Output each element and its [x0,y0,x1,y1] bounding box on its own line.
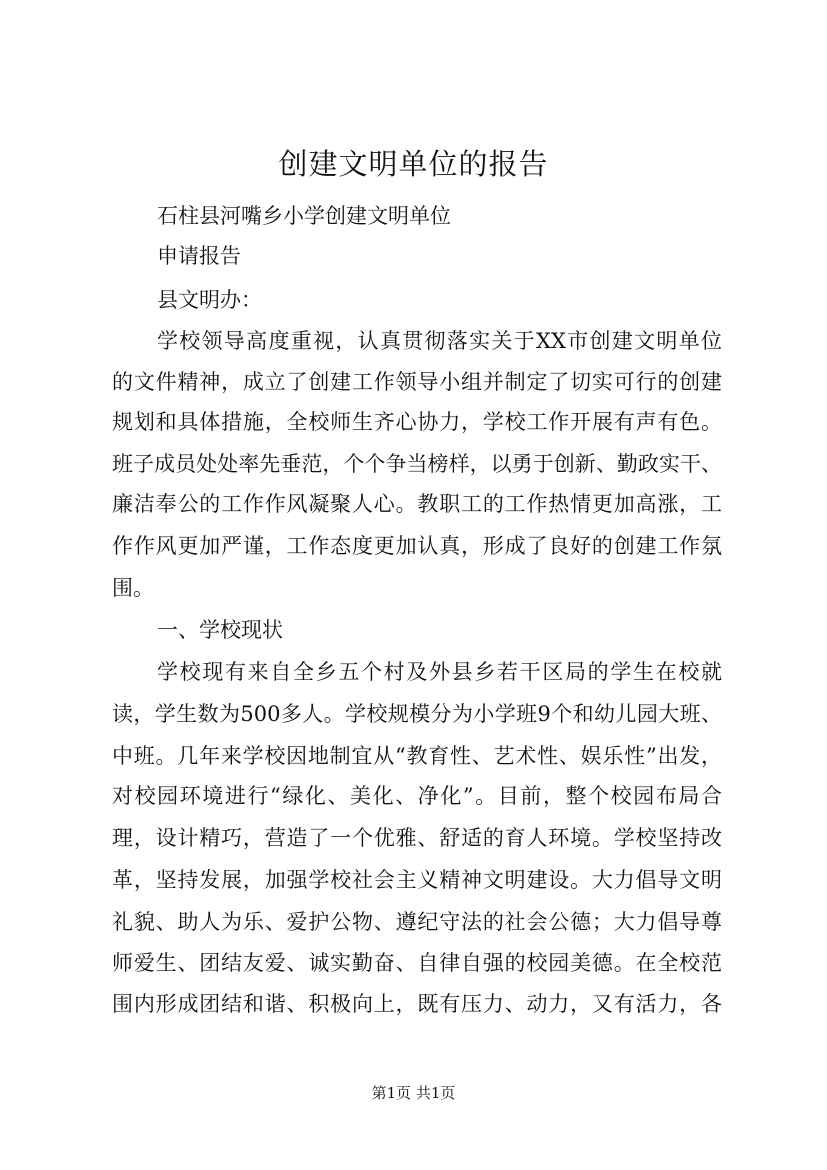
page-footer: 第1页 共1页 [371,1084,456,1102]
paragraph-line: 理，设计精巧，营造了一个优雅、舒适的育人环境。学校坚持改 [112,826,722,850]
paragraph-line: 围。 [112,576,154,600]
header-line-report: 申请报告 [157,244,241,268]
paragraph-line: 班子成员处处率先垂范，个个争当榜样，以勇于创新、勤政实干、 [112,452,722,476]
paragraph-line: 学校现有来自全乡五个村及外县乡若干区局的学生在校就 [157,660,722,684]
paragraph-line: 廉洁奉公的工作作风凝聚人心。教职工的工作热情更加高涨，工 [112,492,722,516]
salutation: 县文明办： [157,288,262,312]
document-title: 创建文明单位的报告 [278,147,549,181]
paragraph-line: 的文件精神，成立了创建工作领导小组并制定了切实可行的创建 [112,370,722,394]
paragraph-line: 读，学生数为500多人。学校规模分为小学班9个和幼儿园大班、 [112,702,722,726]
paragraph-line: 规划和具体措施，全校师生齐心协力，学校工作开展有声有色。 [112,410,722,434]
paragraph-line: 革，坚持发展，加强学校社会主义精神文明建设。大力倡导文明 [112,868,722,892]
paragraph-line: 学校领导高度重视，认真贯彻落实关于XX市创建文明单位 [157,329,722,353]
paragraph-line: 围内形成团结和谐、积极向上，既有压力、动力，又有活力，各 [112,992,722,1016]
paragraph-line: 中班。几年来学校因地制宜从“教育性、艺术性、娱乐性”出发， [112,744,722,768]
paragraph-line: 作作风更加严谨，工作态度更加认真，形成了良好的创建工作氛 [112,534,722,558]
paragraph-line: 对校园环境进行“绿化、美化、净化”。目前，整个校园布局合 [112,784,722,808]
header-line-school: 石柱县河嘴乡小学创建文明单位 [157,204,451,228]
section-heading: 一、学校现状 [157,618,283,642]
paragraph-line: 礼貌、助人为乐、爱护公物、遵纪守法的社会公德；大力倡导尊 [112,910,722,934]
paragraph-line: 师爱生、团结友爱、诚实勤奋、自律自强的校园美德。在全校范 [112,951,722,975]
